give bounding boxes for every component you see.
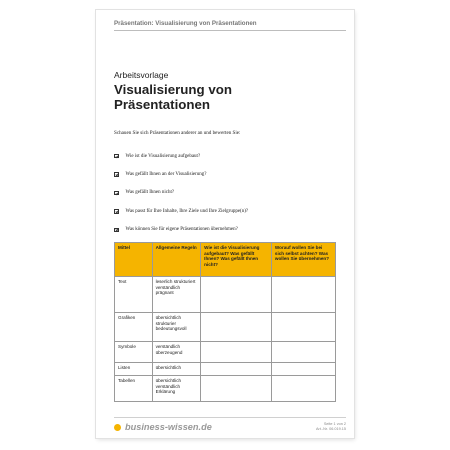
table-cell-mittel: Text — [115, 277, 153, 313]
table-cell-mittel: Listen — [115, 363, 153, 376]
footer-divider — [114, 417, 346, 418]
intro-text: Schauen Sie sich Präsentationen anderer an und bewerten Sie: — [114, 130, 241, 136]
checkbox-icon — [114, 209, 119, 214]
table-cell-aufbau — [201, 363, 272, 376]
header-divider — [114, 30, 346, 31]
table-cell-mittel: Symbole — [115, 342, 153, 363]
checklist-item — [114, 165, 248, 183]
checklist-item-text: Was gefällt Ihnen an der Visualisierung? — [125, 172, 207, 178]
checklist-item — [114, 147, 248, 165]
checklist-item-text: Was passt für Ihre Inhalte, Ihre Ziele und Ihre Zielgruppe(n)? — [125, 208, 249, 214]
column-header-aufbau: Wie ist die Visualisierung aufgebaut? Was gefällt Ihnen? Was gefällt Ihnen nicht? — [201, 243, 272, 277]
checklist-item — [114, 184, 248, 202]
table-cell-achten — [271, 313, 335, 342]
column-header-achten: Worauf wollen Sie bei sich selbst achten? Was wollen Sie übernehmen? — [271, 243, 335, 277]
table-cell-achten — [271, 277, 335, 313]
brand-dot-icon — [114, 424, 121, 431]
table-cell-achten — [271, 342, 335, 363]
table-cell-mittel: Tabellen — [115, 376, 153, 402]
column-header-mittel: Mittel — [115, 243, 153, 277]
checklist-item — [114, 202, 248, 220]
checkbox-icon — [114, 191, 119, 196]
table-cell-regeln: verständlich überzeugend — [152, 342, 201, 363]
checklist-item-text: Was können Sie für eigene Präsentationen übernehmen? — [125, 227, 238, 233]
table-cell-achten — [271, 363, 335, 376]
document-subtitle: Arbeitsvorlage — [114, 70, 169, 80]
document-page — [96, 10, 354, 438]
page-number: Seite 1 von 2 — [323, 422, 346, 426]
checkbox-icon — [114, 154, 119, 159]
page-header: Präsentation: Visualisierung von Präsentationen — [114, 20, 257, 27]
table-cell-aufbau — [201, 342, 272, 363]
table-cell-aufbau — [201, 313, 272, 342]
table-cell-regeln: übersichtlich strukturier bedeutungsvoll — [152, 313, 201, 342]
column-header-regeln: Allgemeine Regeln — [152, 243, 201, 277]
checklist-item — [114, 221, 248, 239]
page-info — [316, 422, 346, 432]
checkbox-icon — [114, 228, 119, 233]
table-row — [115, 313, 336, 342]
table-cell-regeln: leserlich strukturiert verständlich prägnant — [152, 277, 201, 313]
table-cell-mittel: Grafiken — [115, 313, 153, 342]
table-cell-regeln: übersichtlich verständlich Erklärung — [152, 376, 201, 402]
checkbox-icon — [114, 172, 119, 177]
table-row — [115, 363, 336, 376]
checklist-item-text: Was gefällt Ihnen nicht? — [125, 190, 175, 196]
table-cell-aufbau — [201, 277, 272, 313]
table-row — [115, 376, 336, 402]
checklist-item-text: Wie ist die Visualisierung aufgebaut? — [125, 153, 201, 159]
document-title: Visualisierung von Präsentationen — [114, 82, 232, 112]
article-number: Art.-Nr. 06.019.15 — [316, 427, 346, 432]
table-cell-regeln: übersichtlich — [152, 363, 201, 376]
brand-logo-text: business-wissen.de — [125, 422, 212, 432]
checklist — [114, 147, 248, 239]
table-header-row — [115, 243, 336, 277]
evaluation-table — [114, 242, 336, 402]
table-cell-aufbau — [201, 376, 272, 402]
table-cell-achten — [271, 376, 335, 402]
table-row — [115, 277, 336, 313]
table-row — [115, 342, 336, 363]
